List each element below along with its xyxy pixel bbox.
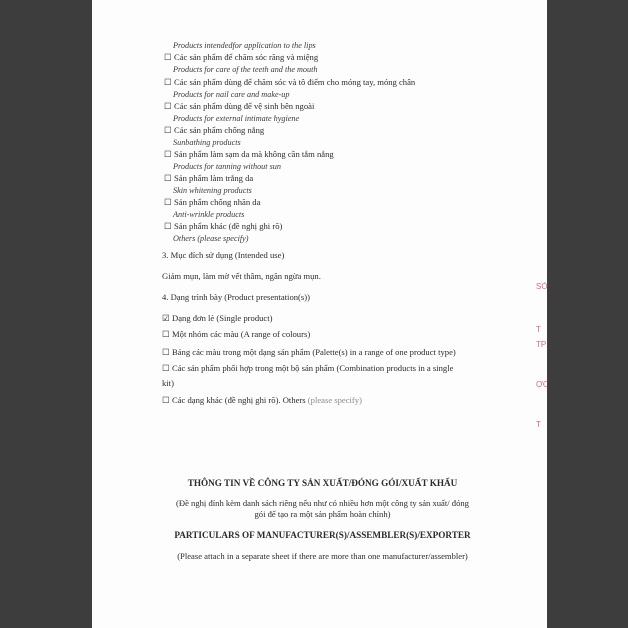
manufacturer-title-vi: THÔNG TIN VỀ CÔNG TY SẢN XUẤT/ĐÓNG GÓI/XUẤT KHẨU: [187, 478, 458, 488]
red-stamp-fragment: SỞ T TP ỢC T: [536, 282, 549, 429]
checklist-item-en: Products for care of the teeth and the mouth: [173, 65, 318, 74]
presentation-option: ☐ Bảng các màu trong một dạng sản phẩm (Palette(s) in a range of one product type): [162, 347, 456, 357]
checkbox[interactable]: ☐: [162, 363, 170, 373]
checkbox[interactable]: ☐: [162, 395, 170, 405]
manufacturer-note-vi-2: gói để tạo ra một sản phẩm hoàn chỉnh): [254, 509, 391, 519]
checklist-item: ☐ Sản phẩm chống nhăn da: [164, 197, 261, 207]
checklist-item-en: Sunbathing products: [173, 138, 241, 147]
checklist-item-en: Anti-wrinkle products: [173, 210, 245, 219]
checkbox[interactable]: ☐: [164, 77, 172, 87]
checkbox[interactable]: ☐: [164, 101, 172, 111]
checked-checkbox[interactable]: ☑: [162, 313, 170, 323]
intended-use-value: Giảm mụn, làm mờ vết thâm, ngăn ngừa mụn.: [162, 271, 321, 281]
checkbox[interactable]: ☐: [164, 221, 172, 231]
manufacturer-note-vi-1: (Đề nghị đính kèm danh sách riêng nếu như có nhiều hơn một công ty sản xuất/ đóng: [176, 498, 469, 508]
checkbox[interactable]: ☐: [162, 329, 170, 339]
checkbox[interactable]: ☐: [164, 197, 172, 207]
checkbox[interactable]: ☐: [164, 125, 172, 135]
checklist-item-en: Products for nail care and make-up: [173, 90, 290, 99]
checklist-item: ☐ Sản phẩm khác (đề nghị ghi rõ): [164, 221, 283, 231]
checklist-item: ☐ Các sản phẩm chống nắng: [164, 125, 265, 135]
checkbox[interactable]: ☐: [162, 347, 170, 357]
manufacturer-note-en: (Please attach in a separate sheet if there are more than one manufacturer/assembler): [177, 551, 468, 561]
checklist-item-en: Skin whitening products: [173, 186, 252, 195]
lips-products-en: Products intendedfor application to the lips: [173, 41, 316, 50]
presentation-option: ☐ Một nhóm các màu (A range of colours): [162, 329, 311, 339]
presentation-option-continued: kit): [162, 378, 174, 388]
checklist-item-en: Products for tanning without sun: [173, 162, 281, 171]
checklist-item: ☐ Sản phẩm làm sạm da mà không cần tắm nắng: [164, 149, 334, 159]
checklist-item: ☐ Các sản phẩm dùng để chăm sóc và tô điểm cho móng tay, móng chân: [164, 77, 416, 87]
checklist-item: ☐ Các sản phẩm dùng để vệ sinh bên ngoài: [164, 101, 315, 111]
presentation-option: ☑ Dạng đơn lẻ (Single product): [162, 313, 273, 323]
checklist-item: ☐ Các sản phẩm để chăm sóc răng và miệng: [164, 52, 319, 62]
checklist-item: ☐ Sản phẩm làm trắng da: [164, 173, 254, 183]
checkbox[interactable]: ☐: [164, 173, 172, 183]
manufacturer-title-en: PARTICULARS OF MANUFACTURER(S)/ASSEMBLER(S)/EXPORTER: [174, 530, 471, 540]
checkbox[interactable]: ☐: [164, 52, 172, 62]
presentation-option: ☐ Các sản phẩm phối hợp trong một bộ sản phẩm (Combination products in a single: [162, 363, 454, 373]
presentation-option: ☐ Các dạng khác (đề nghị ghi rõ). Others (please specify): [162, 395, 362, 405]
presentation-heading: 4. Dạng trình bày (Product presentation(s)): [162, 292, 310, 302]
checklist-item-en: Others (please specify): [173, 234, 249, 243]
intended-use-heading: 3. Mục đích sử dụng (Intended use): [162, 250, 285, 260]
checkbox[interactable]: ☐: [164, 149, 172, 159]
checklist-item-en: Products for external intimate hygiene: [173, 114, 300, 123]
